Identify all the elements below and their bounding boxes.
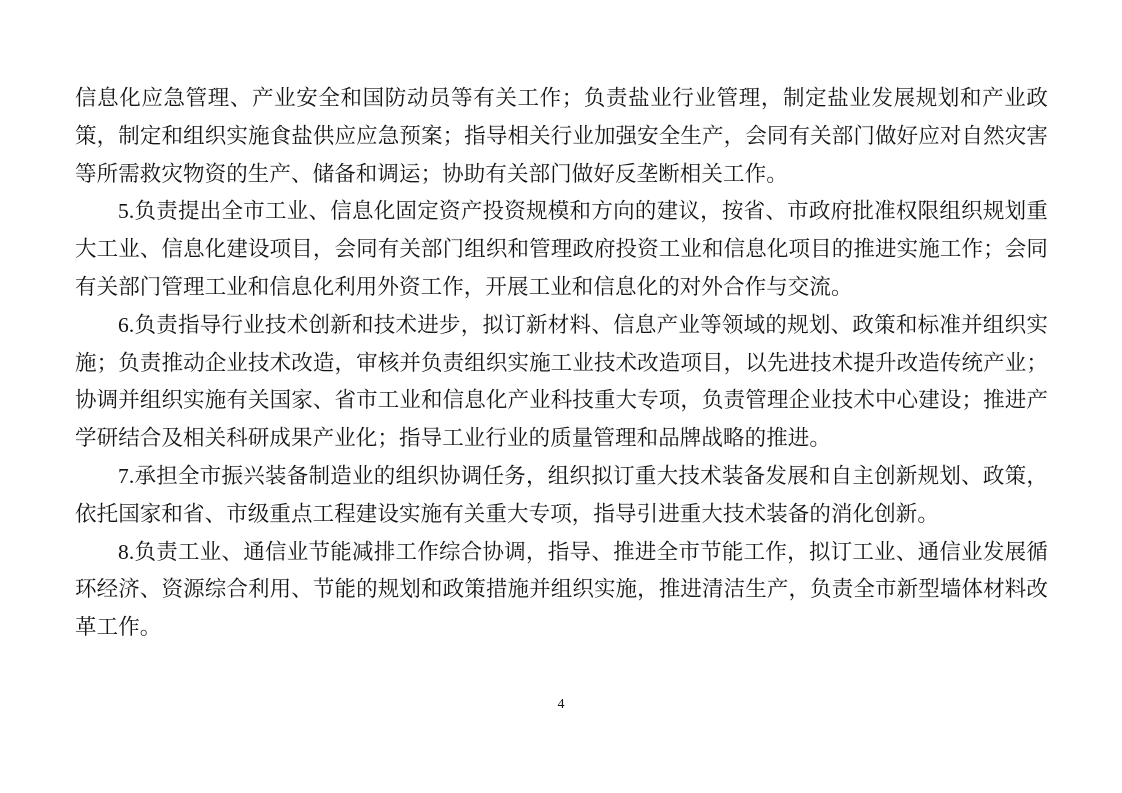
body-paragraph-item-7: 7.承担全市振兴装备制造业的组织协调任务，组织拟订重大技术装备发展和自主创新规划、政策，依托国家和省、市级重点工程建设实施有关重大专项，指导引进重大技术装备的消化创新。 bbox=[75, 463, 1048, 526]
body-paragraph-item-5: 5.负责提出全市工业、信息化固定资产投资规模和方向的建议，按省、市政府批准权限组织规划重大工业、信息化建设项目，会同有关部门组织和管理政府投资工业和信息化项目的推进实施工作；会同有关部门管理工业和信息化利用外资工作，开展工业和信息化的对外合作与交流。 bbox=[75, 199, 1048, 299]
page-number: 4 bbox=[557, 697, 565, 712]
page-footer bbox=[0, 696, 1122, 714]
body-paragraph-item-8: 8.负责工业、通信业节能减排工作综合协调，指导、推进全市节能工作，拟订工业、通信业发展循环经济、资源综合利用、节能的规划和政策措施并组织实施，推进清洁生产，负责全市新型墙体材料改革工作。 bbox=[75, 539, 1048, 640]
body-paragraph-item-6: 6.负责指导行业技术创新和技术进步，拟订新材料、信息产业等领域的规划、政策和标准并组织实施；负责推动企业技术改造，审核并负责组织实施工业技术改造项目，以先进技术提升改造传统产业；协调并组织实施有关国家、省市工业和信息化产业科技重大专项，负责管理企业技术中心建设；推进产学研结合及相关科研成果产业化；指导工业行业的质量管理和品牌战略的推进。 bbox=[75, 312, 1048, 451]
document-body bbox=[75, 80, 1048, 647]
body-paragraph-continued: 信息化应急管理、产业安全和国防动员等有关工作；负责盐业行业管理，制定盐业发展规划和产业政策，制定和组织实施食盐供应应急预案；指导相关行业加强安全生产，会同有关部门做好应对自然灾害等所需救灾物资的生产、储备和调运；协助有关部门做好反垄断相关工作。 bbox=[75, 86, 1048, 186]
